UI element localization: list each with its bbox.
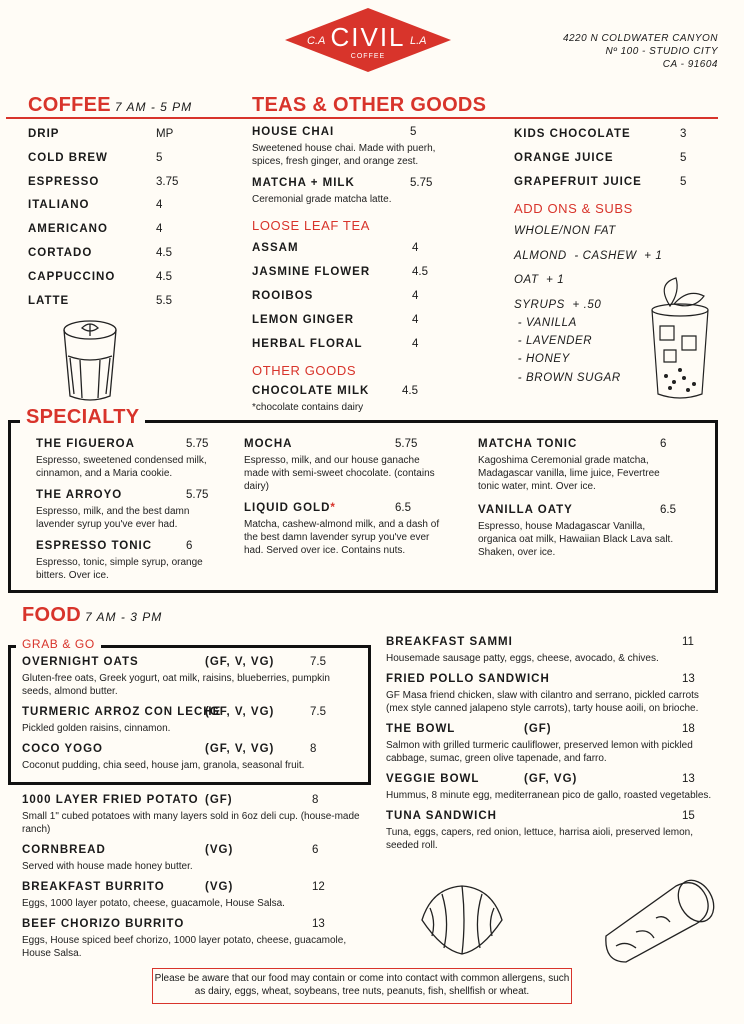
item-name: MATCHA + MILK: [252, 177, 355, 189]
item-price: 5: [410, 126, 417, 138]
item-tags: (GF): [524, 723, 552, 735]
item-price: 4.5: [402, 385, 418, 397]
menu-item: [252, 290, 419, 306]
civil-coffee-logo: [285, 8, 451, 72]
menu-item: [22, 918, 362, 960]
item-price: 5.75: [410, 177, 433, 189]
item-name: TURMERIC ARROZ CON LECHE: [22, 706, 222, 718]
menu-item-row: [386, 773, 716, 789]
burrito-illustration: [596, 866, 726, 966]
menu-item: [244, 438, 444, 493]
item-name: JASMINE FLOWER: [252, 266, 371, 278]
menu-item: [22, 656, 362, 698]
item-tags: (GF, V, VG): [205, 743, 275, 755]
item-price: 4: [156, 223, 163, 236]
item-name: OVERNIGHT OATS: [22, 656, 139, 668]
item-name: MOCHA: [244, 438, 293, 450]
item-description: Housemade sausage patty, eggs, cheese, avocado, & chives.: [386, 653, 659, 664]
item-description: Espresso, sweetened condensed milk, cinnamon, and a Maria cookie.: [36, 455, 207, 479]
menu-item-row: [252, 385, 418, 401]
menu-item: [514, 176, 687, 192]
menu-item-row: [28, 128, 174, 144]
item-description: Ceremonial grade matcha latte.: [252, 194, 392, 205]
menu-item-row: [478, 504, 678, 520]
menu-item-row: [22, 706, 362, 722]
item-price: 5: [680, 176, 687, 188]
menu-item: [244, 502, 444, 557]
item-price: 4: [156, 199, 163, 212]
menu-item-row: [28, 270, 172, 287]
item-description: Espresso, milk, and the best damn lavender syrup you've ever had.: [36, 506, 190, 530]
menu-item-row: [514, 176, 687, 192]
teas-heading: TEAS & OTHER GOODS: [252, 94, 487, 116]
food-list-right: [386, 636, 716, 860]
item-description: Kagoshima Ceremonial grade matcha, Madagascar vanilla, lime juice, Fevertree tonic water, mint. Over ice.: [478, 455, 660, 492]
menu-item-row: [252, 266, 428, 282]
menu-item: [36, 489, 216, 531]
menu-item: [28, 199, 163, 215]
menu-item-row: [36, 438, 216, 454]
addons-heading: ADD ONS & SUBS: [514, 201, 633, 216]
item-description: Espresso, tonic, simple syrup, orange bitters. Over ice.: [36, 557, 203, 581]
menu-item: [36, 438, 216, 480]
item-mark: *: [330, 502, 336, 514]
item-price: 13: [682, 773, 695, 785]
svg-text:L.A: L.A: [410, 35, 427, 47]
item-price: 11: [682, 636, 694, 648]
addon-line: - VANILLA: [514, 316, 577, 329]
item-name: LATTE: [28, 294, 70, 307]
item-price: 4: [412, 290, 419, 302]
item-price: 4: [412, 314, 419, 326]
addons-list: [514, 225, 663, 390]
food-hours: 7 AM - 3 PM: [84, 610, 163, 624]
teas-list: [252, 126, 462, 215]
item-name: FRIED POLLO SANDWICH: [386, 673, 550, 685]
item-price: 5.75: [186, 489, 209, 501]
item-name: CORNBREAD: [22, 844, 106, 856]
menu-item-row: [252, 338, 419, 354]
coffee-title: COFFEE: [28, 94, 111, 116]
item-tags: (GF): [205, 794, 233, 806]
item-price: 5: [156, 151, 163, 164]
menu-item-row: [28, 294, 172, 311]
menu-item: [22, 844, 362, 873]
item-name: ESPRESSO TONIC: [36, 540, 153, 552]
food-list-left: [22, 794, 362, 968]
menu-item: [514, 152, 687, 168]
loose-leaf-list: [252, 242, 428, 362]
menu-item-row: [36, 489, 216, 505]
menu-item-row: [252, 242, 419, 258]
item-description: Gluten-free oats, Greek yogurt, oat milk, raisins, blueberries, pumpkin seeds, almond butter.: [22, 673, 330, 697]
menu-item-row: [252, 290, 419, 306]
menu-item-row: [28, 199, 163, 215]
item-name: VANILLA OATY: [478, 504, 573, 516]
menu-item: [36, 540, 216, 582]
menu-item-row: [386, 810, 716, 826]
menu-item: [478, 504, 678, 559]
menu-item: [386, 636, 716, 665]
item-price: 5: [680, 152, 687, 164]
item-description: Eggs, House spiced beef chorizo, 1000 layer potato, cheese, guacamole, House Salsa.: [22, 935, 347, 959]
allergy-notice: Please be aware that our food may contain or come into contact with common allergens, such as dairy, eggs, wheat, soybeans, tree nuts, peanuts, fish, shellfish or wheat.: [152, 968, 572, 1004]
item-name: THE FIGUEROA: [36, 438, 135, 450]
item-name: ASSAM: [252, 242, 299, 254]
item-price: 5.75: [186, 438, 209, 450]
addon-line: OAT + 1: [514, 274, 565, 286]
menu-item: [252, 266, 428, 282]
item-description: Espresso, house Madagascar Vanilla, organica oat milk, Hawaiian Black Lava salt. Shaken, over ice.: [478, 521, 674, 558]
item-description: Small 1" cubed potatoes with many layers sold in 6oz deli cup. (house-made ranch): [22, 811, 360, 835]
item-name: HOUSE CHAI: [252, 126, 335, 138]
menu-item: [28, 294, 172, 311]
item-description: Tuna, eggs, capers, red onion, lettuce, harrisa aioli, preserved lemon, seeded roll.: [386, 827, 694, 851]
item-name: ITALIANO: [28, 199, 90, 212]
menu-item-row: [514, 128, 687, 144]
coffee-hours: 7 AM - 5 PM: [114, 100, 193, 114]
item-description: Salmon with grilled turmeric cauliflower, preserved lemon with pickled cabbage, sumac, green olive tapenade, and farro.: [386, 740, 693, 764]
latte-cup-illustration: [60, 318, 120, 406]
menu-item-row: [386, 723, 716, 739]
other-goods-list: [252, 385, 418, 414]
item-name: CAPPUCCINO: [28, 270, 116, 283]
item-price: 3.75: [156, 175, 179, 188]
addon-line: - LAVENDER: [514, 335, 593, 348]
menu-item-row: [252, 126, 462, 142]
menu-item: [28, 270, 172, 287]
item-description: Espresso, milk, and our house ganache made with semi-sweet chocolate. (contains dairy): [244, 455, 435, 492]
item-name: BEEF CHORIZO BURRITO: [22, 918, 185, 930]
item-description: Served with house made honey butter.: [22, 861, 193, 872]
item-price: 4.5: [156, 246, 172, 259]
address-line: 4220 N COLDWATER CANYON: [562, 33, 718, 44]
food-title: FOOD: [22, 604, 81, 626]
address-line: Nº 100 - STUDIO CITY: [605, 46, 718, 57]
item-price: 18: [682, 723, 695, 735]
loose-leaf-heading: LOOSE LEAF TEA: [252, 218, 370, 233]
svg-text:COFFEE: COFFEE: [350, 53, 386, 60]
menu-item: [22, 706, 362, 735]
item-name: DRIP: [28, 128, 60, 140]
item-description: Hummus, 8 minute egg, mediterranean pico de gallo, roasted vegetables.: [386, 790, 712, 801]
menu-item: [478, 438, 678, 493]
menu-item: [252, 126, 462, 168]
menu-item: [386, 673, 716, 715]
other-goods-heading: OTHER GOODS: [252, 363, 357, 378]
menu-item-row: [386, 673, 716, 689]
item-price: 6.5: [395, 502, 411, 514]
item-tags: (GF, V, VG): [205, 706, 275, 718]
menu-item-row: [514, 152, 687, 168]
menu-item: [22, 743, 362, 772]
croissant-illustration: [412, 880, 512, 960]
item-price: 4.5: [412, 266, 428, 278]
item-name: AMERICANO: [28, 223, 108, 236]
item-name: CORTADO: [28, 246, 93, 259]
menu-item-row: [28, 246, 172, 263]
coffee-heading: [28, 94, 192, 117]
item-tags: (VG): [205, 844, 234, 856]
menu-item-row: [28, 223, 163, 239]
menu-item: [252, 242, 419, 258]
menu-item-row: [244, 438, 444, 454]
item-name: BREAKFAST SAMMI: [386, 636, 513, 648]
item-name: BREAKFAST BURRITO: [22, 881, 165, 893]
item-price: 6: [660, 438, 667, 450]
item-price: 4: [412, 338, 419, 350]
menu-item: [22, 881, 362, 910]
item-name: COLD BREW: [28, 151, 108, 164]
item-price: 15: [682, 810, 695, 822]
item-tags: (VG): [205, 881, 234, 893]
kids-drinks-list: [514, 128, 687, 200]
menu-item-row: [478, 438, 678, 454]
addon-line: SYRUPS + .50: [514, 298, 602, 311]
menu-item-row: [386, 636, 716, 652]
menu-item: [386, 773, 716, 802]
addon-line: - HONEY: [514, 353, 570, 366]
menu-item: [28, 223, 163, 239]
item-price: 5.75: [395, 438, 418, 450]
item-price: 4: [412, 242, 419, 254]
item-price: 6: [186, 540, 193, 552]
item-price: 7.5: [310, 706, 326, 718]
menu-item: [252, 177, 462, 206]
specialty-heading: SPECIALTY: [20, 406, 145, 429]
menu-item-row: [22, 656, 362, 672]
item-name: VEGGIE BOWL: [386, 773, 480, 785]
item-description: Sweetened house chai. Made with puerh, spices, fresh ginger, and orange zest.: [252, 143, 436, 167]
item-price: 8: [310, 743, 317, 755]
header-divider: [6, 117, 718, 119]
menu-item: [514, 128, 687, 144]
menu-item-row: [244, 502, 444, 518]
svg-text:C.A: C.A: [307, 35, 326, 47]
svg-text:CIVIL: CIVIL: [330, 22, 406, 52]
specialty-col-3: [478, 438, 678, 570]
item-price: MP: [156, 128, 174, 140]
item-name: GRAPEFRUIT JUICE: [514, 176, 642, 188]
item-price: 8: [312, 794, 319, 806]
item-name: LEMON GINGER: [252, 314, 355, 326]
item-name: CHOCOLATE MILK: [252, 385, 370, 397]
item-price: 5.5: [156, 294, 172, 307]
menu-item: [252, 314, 419, 330]
item-tags: (GF, V, VG): [205, 656, 275, 668]
item-tags: (GF, VG): [524, 773, 578, 785]
item-name: THE ARROYO: [36, 489, 123, 501]
item-name: HERBAL FLORAL: [252, 338, 363, 350]
addon-line: WHOLE/NON FAT: [514, 225, 616, 237]
item-name: ORANGE JUICE: [514, 152, 614, 164]
address-line: CA - 91604: [662, 59, 718, 70]
food-heading: [22, 604, 162, 627]
menu-item-row: [22, 844, 362, 860]
address: [563, 32, 718, 71]
menu-item-row: [36, 540, 216, 556]
item-price: 4.5: [156, 270, 172, 283]
item-description: *chocolate contains dairy: [252, 402, 364, 413]
coffee-list: [28, 128, 179, 318]
menu-item-row: [22, 794, 362, 810]
grab-and-go-heading: GRAB & GO: [16, 637, 101, 651]
item-description: Matcha, cashew-almond milk, and a dash of the best damn lavender syrup you've ever had. Served over ice. Contains nuts.: [244, 519, 440, 556]
menu-item-row: [22, 881, 362, 897]
menu-item: [386, 723, 716, 765]
item-name: ROOIBOS: [252, 290, 314, 302]
menu-item-row: [252, 177, 462, 193]
item-name: 1000 LAYER FRIED POTATO: [22, 794, 199, 806]
menu-item-row: [252, 314, 419, 330]
menu-item: [252, 338, 419, 354]
menu-item: [386, 810, 716, 852]
item-name: KIDS CHOCOLATE: [514, 128, 631, 140]
grab-and-go-list: [22, 656, 362, 780]
item-price: 3: [680, 128, 687, 140]
item-name: MATCHA TONIC: [478, 438, 578, 450]
item-name: TUNA SANDWICH: [386, 810, 497, 822]
item-name: THE BOWL: [386, 723, 456, 735]
addon-line: ALMOND - CASHEW + 1: [514, 249, 663, 262]
menu-item: [252, 385, 418, 414]
item-price: 12: [312, 881, 325, 893]
item-price: 13: [312, 918, 325, 930]
menu-item: [28, 175, 179, 192]
specialty-col-2: [244, 438, 444, 566]
item-price: 6.5: [660, 504, 676, 516]
item-name: LIQUID GOLD: [244, 502, 331, 514]
specialty-col-1: [36, 438, 216, 591]
menu-item-row: [22, 918, 362, 934]
item-name: ESPRESSO: [28, 175, 100, 188]
menu-item-row: [28, 175, 179, 192]
item-description: Eggs, 1000 layer potato, cheese, guacamole, House Salsa.: [22, 898, 285, 909]
item-price: 13: [682, 673, 695, 685]
item-price: 6: [312, 844, 319, 856]
iced-drink-illustration: [640, 266, 720, 406]
item-description: GF Masa friend chicken, slaw with cilantro and serrano, pickled carrots (mex style canned jalapeno style carrots), tarty house aoili, on brioche.: [386, 690, 699, 714]
menu-item-row: [28, 151, 163, 168]
menu-item: [28, 128, 174, 144]
menu-item: [28, 151, 163, 168]
item-description: Pickled golden raisins, cinnamon.: [22, 723, 171, 734]
item-description: Coconut pudding, chia seed, house jam, granola, seasonal fruit.: [22, 760, 305, 771]
menu-item: [22, 794, 362, 836]
item-name: COCO YOGO: [22, 743, 103, 755]
addon-line: - BROWN SUGAR: [514, 371, 621, 384]
menu-item-row: [22, 743, 362, 759]
item-price: 7.5: [310, 656, 326, 668]
menu-item: [28, 246, 172, 263]
